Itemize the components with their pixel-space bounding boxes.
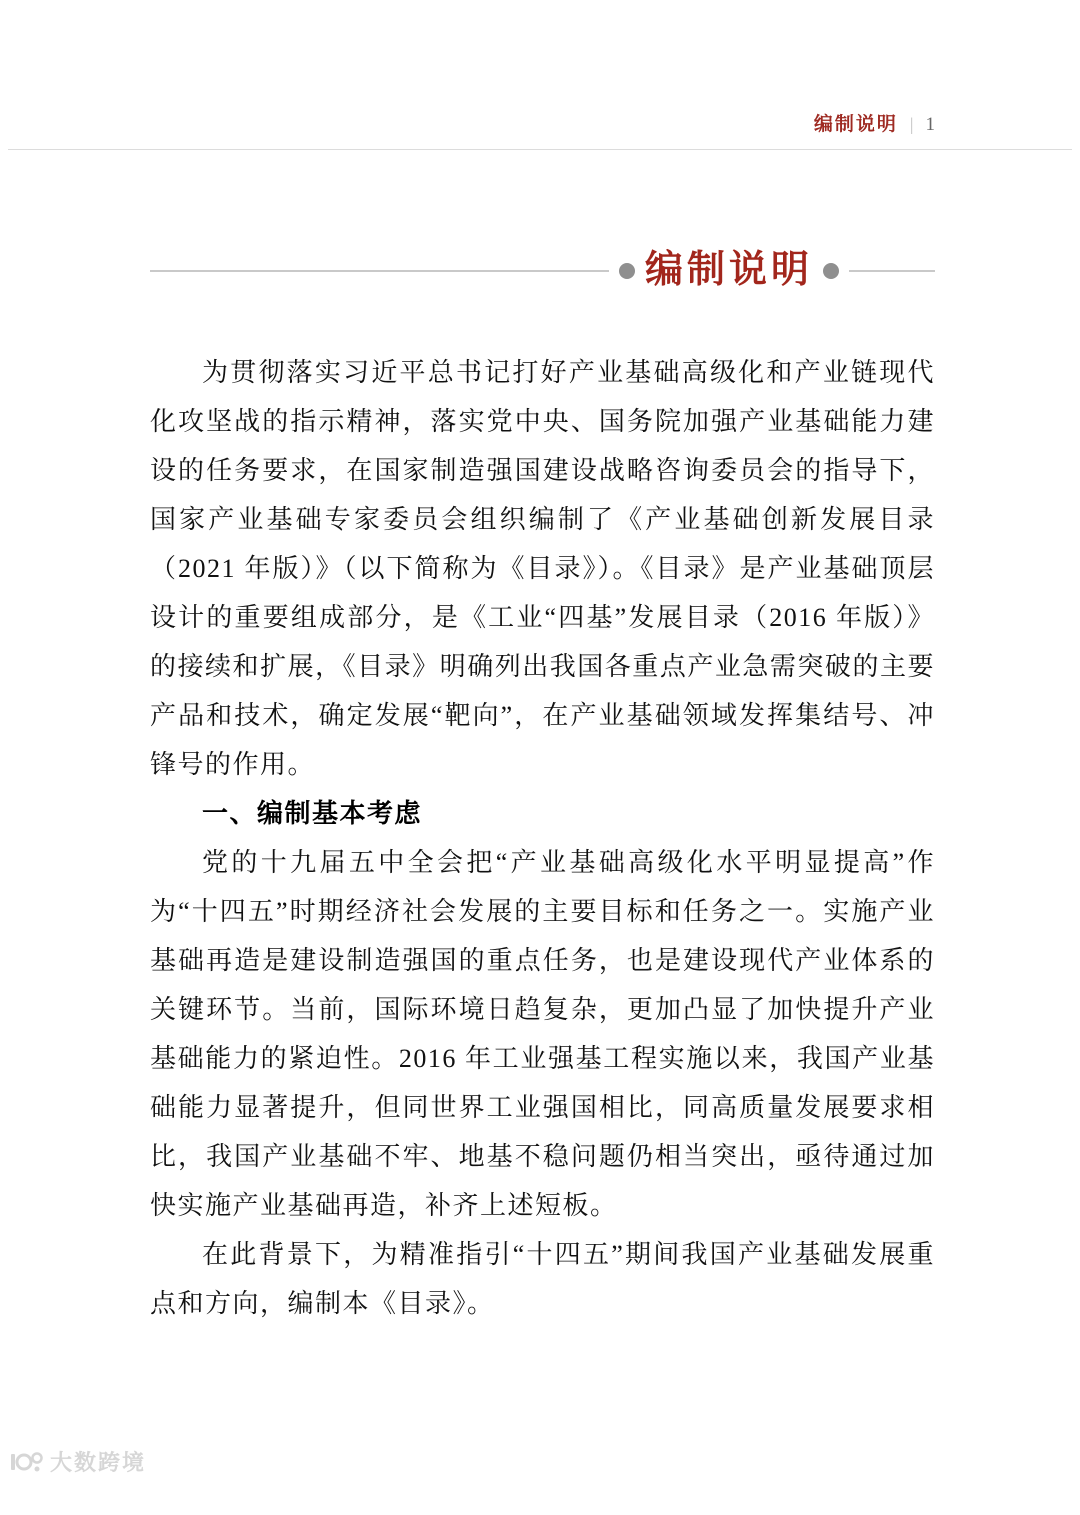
watermark-text: 大数跨境 xyxy=(50,1450,147,1475)
paragraph-purpose: 在此背景下，为精准指引“十四五”期间我国产业基础发展重点和方向，编制本《目录》。 xyxy=(150,1239,935,1318)
document-title: 编制说明 xyxy=(644,249,813,291)
title-decor-line-right xyxy=(849,270,935,272)
section-heading: 一、编制基本考虑 xyxy=(202,797,423,828)
document-body xyxy=(150,348,935,1328)
title-decor-dot-left-icon xyxy=(619,263,635,279)
page-number: 1 xyxy=(925,114,935,135)
header-section-title: 编制说明 xyxy=(813,114,898,135)
page-header xyxy=(0,0,1080,137)
watermark xyxy=(10,1446,146,1477)
title-decor-dot-right-icon xyxy=(823,263,839,279)
watermark-logo-icon xyxy=(10,1450,44,1474)
paragraph-background: 党的十九届五中全会把“产业基础高级化水平明显提高”作为“十四五”时期经济社会发展的主要目标和任务之一。实施产业基础再造是建设制造强国的重点任务，也是建设现代产业体系的关键环节。当前，国际环境日趋复杂，更加凸显了加快提升产业基础能力的紧迫性。2016 年工业强基工程实施以来，我国产业基础能力显著提升，但同世界工业强国相比，同高质量发展要求相比，我国产业基础不牢、地基不稳问题仍相当突出，亟待通过加快实施产业基础再造，补齐上述短板。 xyxy=(150,847,935,1220)
title-block xyxy=(150,248,935,294)
paragraph-intro: 为贯彻落实习近平总书记打好产业基础高级化和产业链现代化攻坚战的指示精神，落实党中央、国务院加强产业基础能力建设的任务要求，在国家制造强国建设战略咨询委员会的指导下，国家产业基础专家委员会组织编制了《产业基础创新发展目录（2021 年版）》（以下简称为《目录》）。《目录》是产业基础顶层设计的重要组成部分，是《工业“四基”发展目录（2016 年版）》的接续和扩展，《目录》明确列出我国各重点产业急需突破的主要产品和技术，确定发展“靶向”，在产业基础领域发挥集结号、冲锋号的作用。 xyxy=(150,357,935,779)
title-decor-line-left xyxy=(150,270,609,272)
header-divider xyxy=(8,149,1072,150)
header-separator: | xyxy=(909,114,914,134)
